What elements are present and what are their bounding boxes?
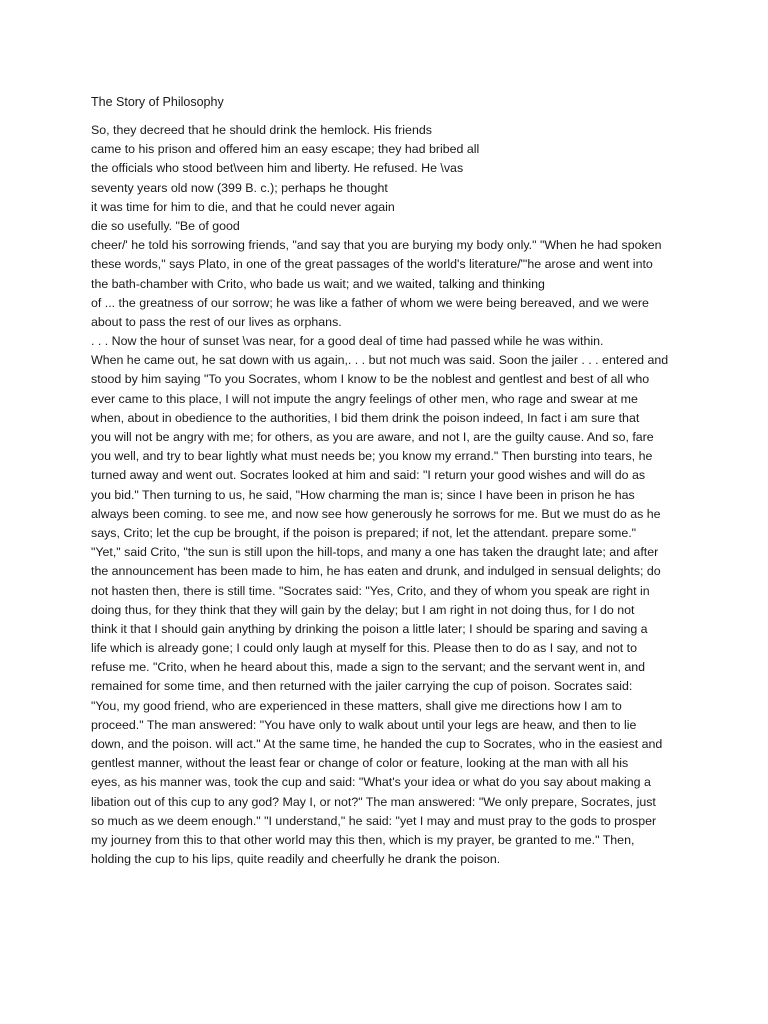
body-line: seventy years old now (399 B. c.); perhaps he thought [91, 180, 388, 195]
body-line: . . . Now the hour of sunset \vas near, for a good deal of time had passed while he was within. [91, 334, 604, 349]
body-line: When he came out, he sat down with us again,. . . but not much was said. Soon the jailer . . . entered and [91, 353, 669, 368]
body-line: about to pass the rest of our lives as orphans. [91, 314, 342, 329]
body-line: holding the cup to his lips, quite readily and cheerfully he drank the poison. [91, 852, 501, 867]
body-line: these words," says Plato, in one of the great passages of the world's literature/"'he arose and went into [91, 257, 653, 272]
body-line: it was time for him to die, and that he could never again [91, 199, 395, 214]
body-line: you bid." Then turning to us, he said, "How charming the man is; since I have been in prison he has [91, 487, 635, 502]
body-line: gentlest manner, without the least fear or change of color or feature, looking at the man with all his [91, 756, 629, 771]
body-line: always been coming. to see me, and now see how generously he sorrows for me. But we must do as he [91, 506, 661, 521]
body-line: you will not be angry with me; for others, as you are aware, and not I, are the guilty cause. And so, fare [91, 430, 654, 444]
body-line: life which is already gone; I could only laugh at myself for this. Please then to do as I say, and not to [91, 641, 637, 656]
document-title: The Story of Philosophy [91, 95, 224, 109]
body-line: stood by him saying "To you Socrates, whom I know to be the noblest and gentlest and best of all who [91, 372, 650, 387]
body-line: libation out of this cup to any god? May I, or not?" The man answered: "We only prepare, Socrates, just [91, 794, 656, 809]
body-line: my journey from this to that other world may this then, which is my prayer, be granted to me." Then, [91, 832, 635, 847]
body-line: says, Crito; let the cup be brought, if the poison is prepared; if not, let the attendant. prepare some." [91, 525, 637, 540]
body-line: you well, and try to bear lightly what must needs be; you know my errand." Then bursting into tears, he [91, 449, 653, 464]
body-line: the bath-chamber with Crito, who bade us wait; and we waited, talking and thinking [91, 276, 545, 291]
body-line: of ... the greatness of our sorrow; he was like a father of whom we were being bereaved, and we were [91, 295, 649, 310]
body-line: turned away and went out. Socrates looked at him and said: "I return your good wishes and will do as [91, 468, 646, 483]
body-line: remained for some time, and then returned with the jailer carrying the cup of poison. Socrates said: [91, 679, 633, 694]
body-line: "You, my good friend, who are experienced in these matters, shall give me directions how I am to [91, 698, 622, 713]
body-line: ever came to this place, I will not impute the angry feelings of other men, who rage and swear at me [91, 391, 638, 406]
body-line: So, they decreed that he should drink the hemlock. His friends [91, 123, 432, 137]
body-line: cheer/' he told his sorrowing friends, "and say that you are burying my body only." "When he had spoken [91, 238, 662, 253]
document-body [91, 121, 691, 869]
body-line: came to his prison and offered him an easy escape; they had bribed all [91, 142, 480, 157]
body-line: eyes, as his manner was, took the cup and said: "What's your idea or what do you say about making a [91, 775, 651, 790]
body-line: think it that I should gain anything by drinking the poison a little later; I should be sparing and saving a [91, 621, 648, 636]
body-line: proceed." The man answered: "You have only to walk about until your legs are heaw, and then to lie [91, 717, 637, 732]
body-line: not hasten then, there is still time. "Socrates said: "Yes, Crito, and they of whom you speak are right in [91, 583, 650, 598]
body-line: doing thus, for they think that they will gain by the delay; but I am right in not doing thus, for I do not [91, 602, 635, 617]
body-line: down, and the poison. will act." At the same time, he handed the cup to Socrates, who in the easiest and [91, 737, 663, 751]
body-line: the announcement has been made to him, he has eaten and drunk, and indulged in sensual delights; do [91, 564, 661, 579]
body-line: the officials who stood bet\veen him and liberty. He refused. He \vas [91, 161, 464, 176]
body-line: die so usefully. "Be of good [91, 218, 240, 233]
body-line: when, about in obedience to the authorities, I bid them drink the poison indeed, In fact i am sure that [91, 410, 640, 425]
body-line: refuse me. "Crito, when he heard about this, made a sign to the servant; and the servant went in, and [91, 660, 646, 675]
body-line: "Yet," said Crito, "the sun is still upon the hill-tops, and many a one has taken the draught late; and after [91, 545, 659, 560]
body-line: so much as we deem enough." "I understand," he said: "yet I may and must pray to the gods to prosper [91, 813, 657, 828]
